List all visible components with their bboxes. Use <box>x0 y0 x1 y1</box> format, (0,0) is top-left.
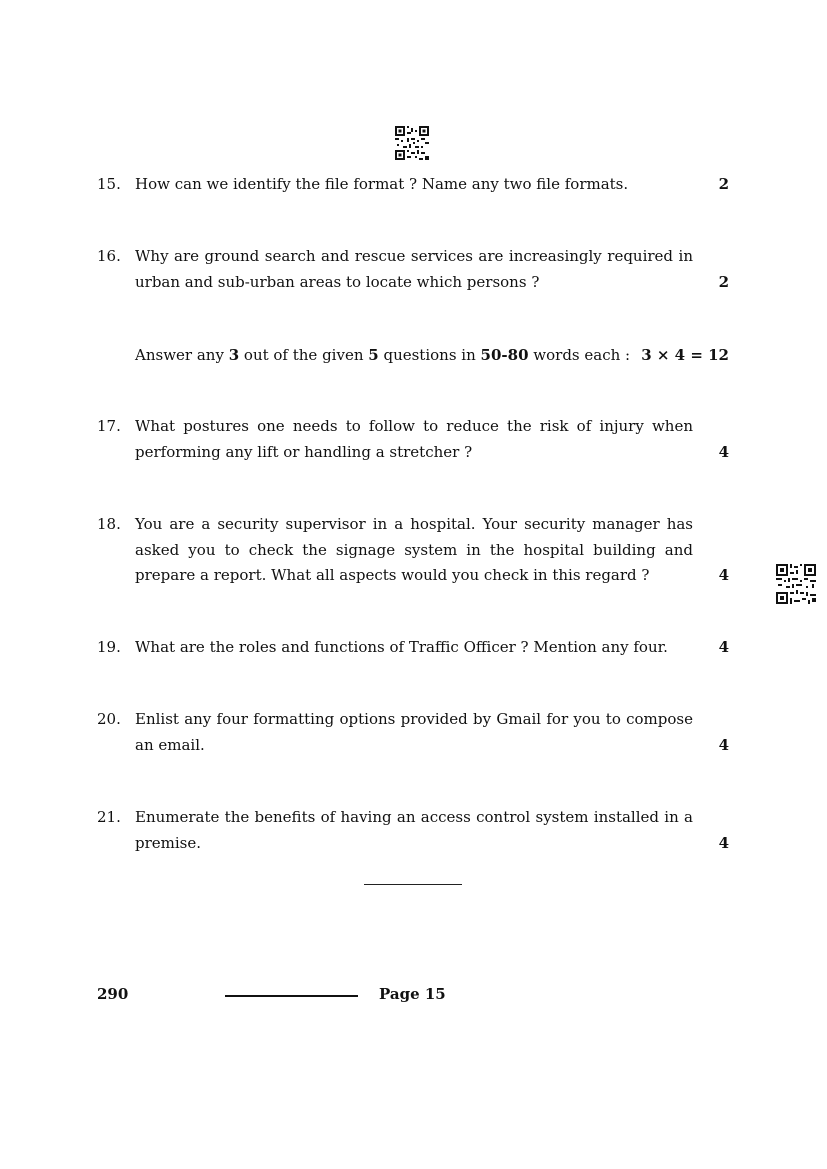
question-line: premise. <box>135 833 202 852</box>
instruction-count: 3 <box>228 346 240 364</box>
question-line: Enlist any four formatting options provided by Gmail for you to compose <box>135 710 693 728</box>
question-marks: 4 <box>718 735 729 754</box>
question-text <box>135 635 693 661</box>
question-line: What are the roles and functions of Traffic Officer ? Mention any four. <box>135 638 668 656</box>
paper-code: 290 <box>97 985 129 1003</box>
question-number: 16. <box>97 247 121 265</box>
question-marks: 4 <box>718 833 729 852</box>
question-number: 15. <box>97 175 121 193</box>
footer-divider <box>225 995 358 997</box>
question-number: 19. <box>97 638 121 656</box>
question-line: You are a security supervisor in a hospital. Your security manager has <box>135 515 693 533</box>
instruction-total: 5 <box>368 346 379 364</box>
question-line: How can we identify the file format ? Name any two file formats. <box>135 175 629 193</box>
question-line: prepare a report. What all aspects would you check in this regard ? <box>135 566 650 584</box>
page-number: Page 15 <box>379 985 446 1003</box>
qr-code-side <box>776 564 816 604</box>
end-of-paper-divider <box>364 884 462 885</box>
question-text <box>135 414 693 465</box>
question-line: Enumerate the benefits of having an access control system installed in a <box>135 808 693 826</box>
instruction-middle: out of the given <box>239 346 369 364</box>
question-text <box>135 172 693 198</box>
question-number: 21. <box>97 808 121 826</box>
question-number: 20. <box>97 710 121 728</box>
question-line: What postures one needs to follow to reduce the risk of injury when <box>135 417 693 435</box>
instruction-words: 50-80 <box>480 346 529 364</box>
question-text <box>135 805 693 856</box>
question-line: an email. <box>135 735 205 754</box>
question-text <box>135 512 693 589</box>
question-number: 17. <box>97 417 121 435</box>
question-marks: 4 <box>718 566 729 584</box>
question-marks: 4 <box>718 638 729 656</box>
question-marks: 4 <box>718 442 729 461</box>
question-line: performing any lift or handling a stretcher ? <box>135 442 473 461</box>
instruction-score: 3 × 4 = 12 <box>641 346 729 364</box>
question-text <box>135 707 693 758</box>
question-marks: 2 <box>718 175 729 193</box>
question-line: asked you to check the signage system in the hospital building and <box>135 540 693 559</box>
instruction-prefix: Answer any <box>135 346 229 364</box>
section-instruction <box>135 343 729 368</box>
instruction-suffix: words each : <box>528 346 631 364</box>
question-line: urban and sub-urban areas to locate which persons ? <box>135 272 540 291</box>
qr-code-top <box>395 126 429 160</box>
question-text <box>135 244 693 295</box>
instruction-middle2: questions in <box>378 346 481 364</box>
question-number: 18. <box>97 515 121 533</box>
question-line: Why are ground search and rescue services are increasingly required in <box>135 247 693 265</box>
question-marks: 2 <box>718 272 729 291</box>
